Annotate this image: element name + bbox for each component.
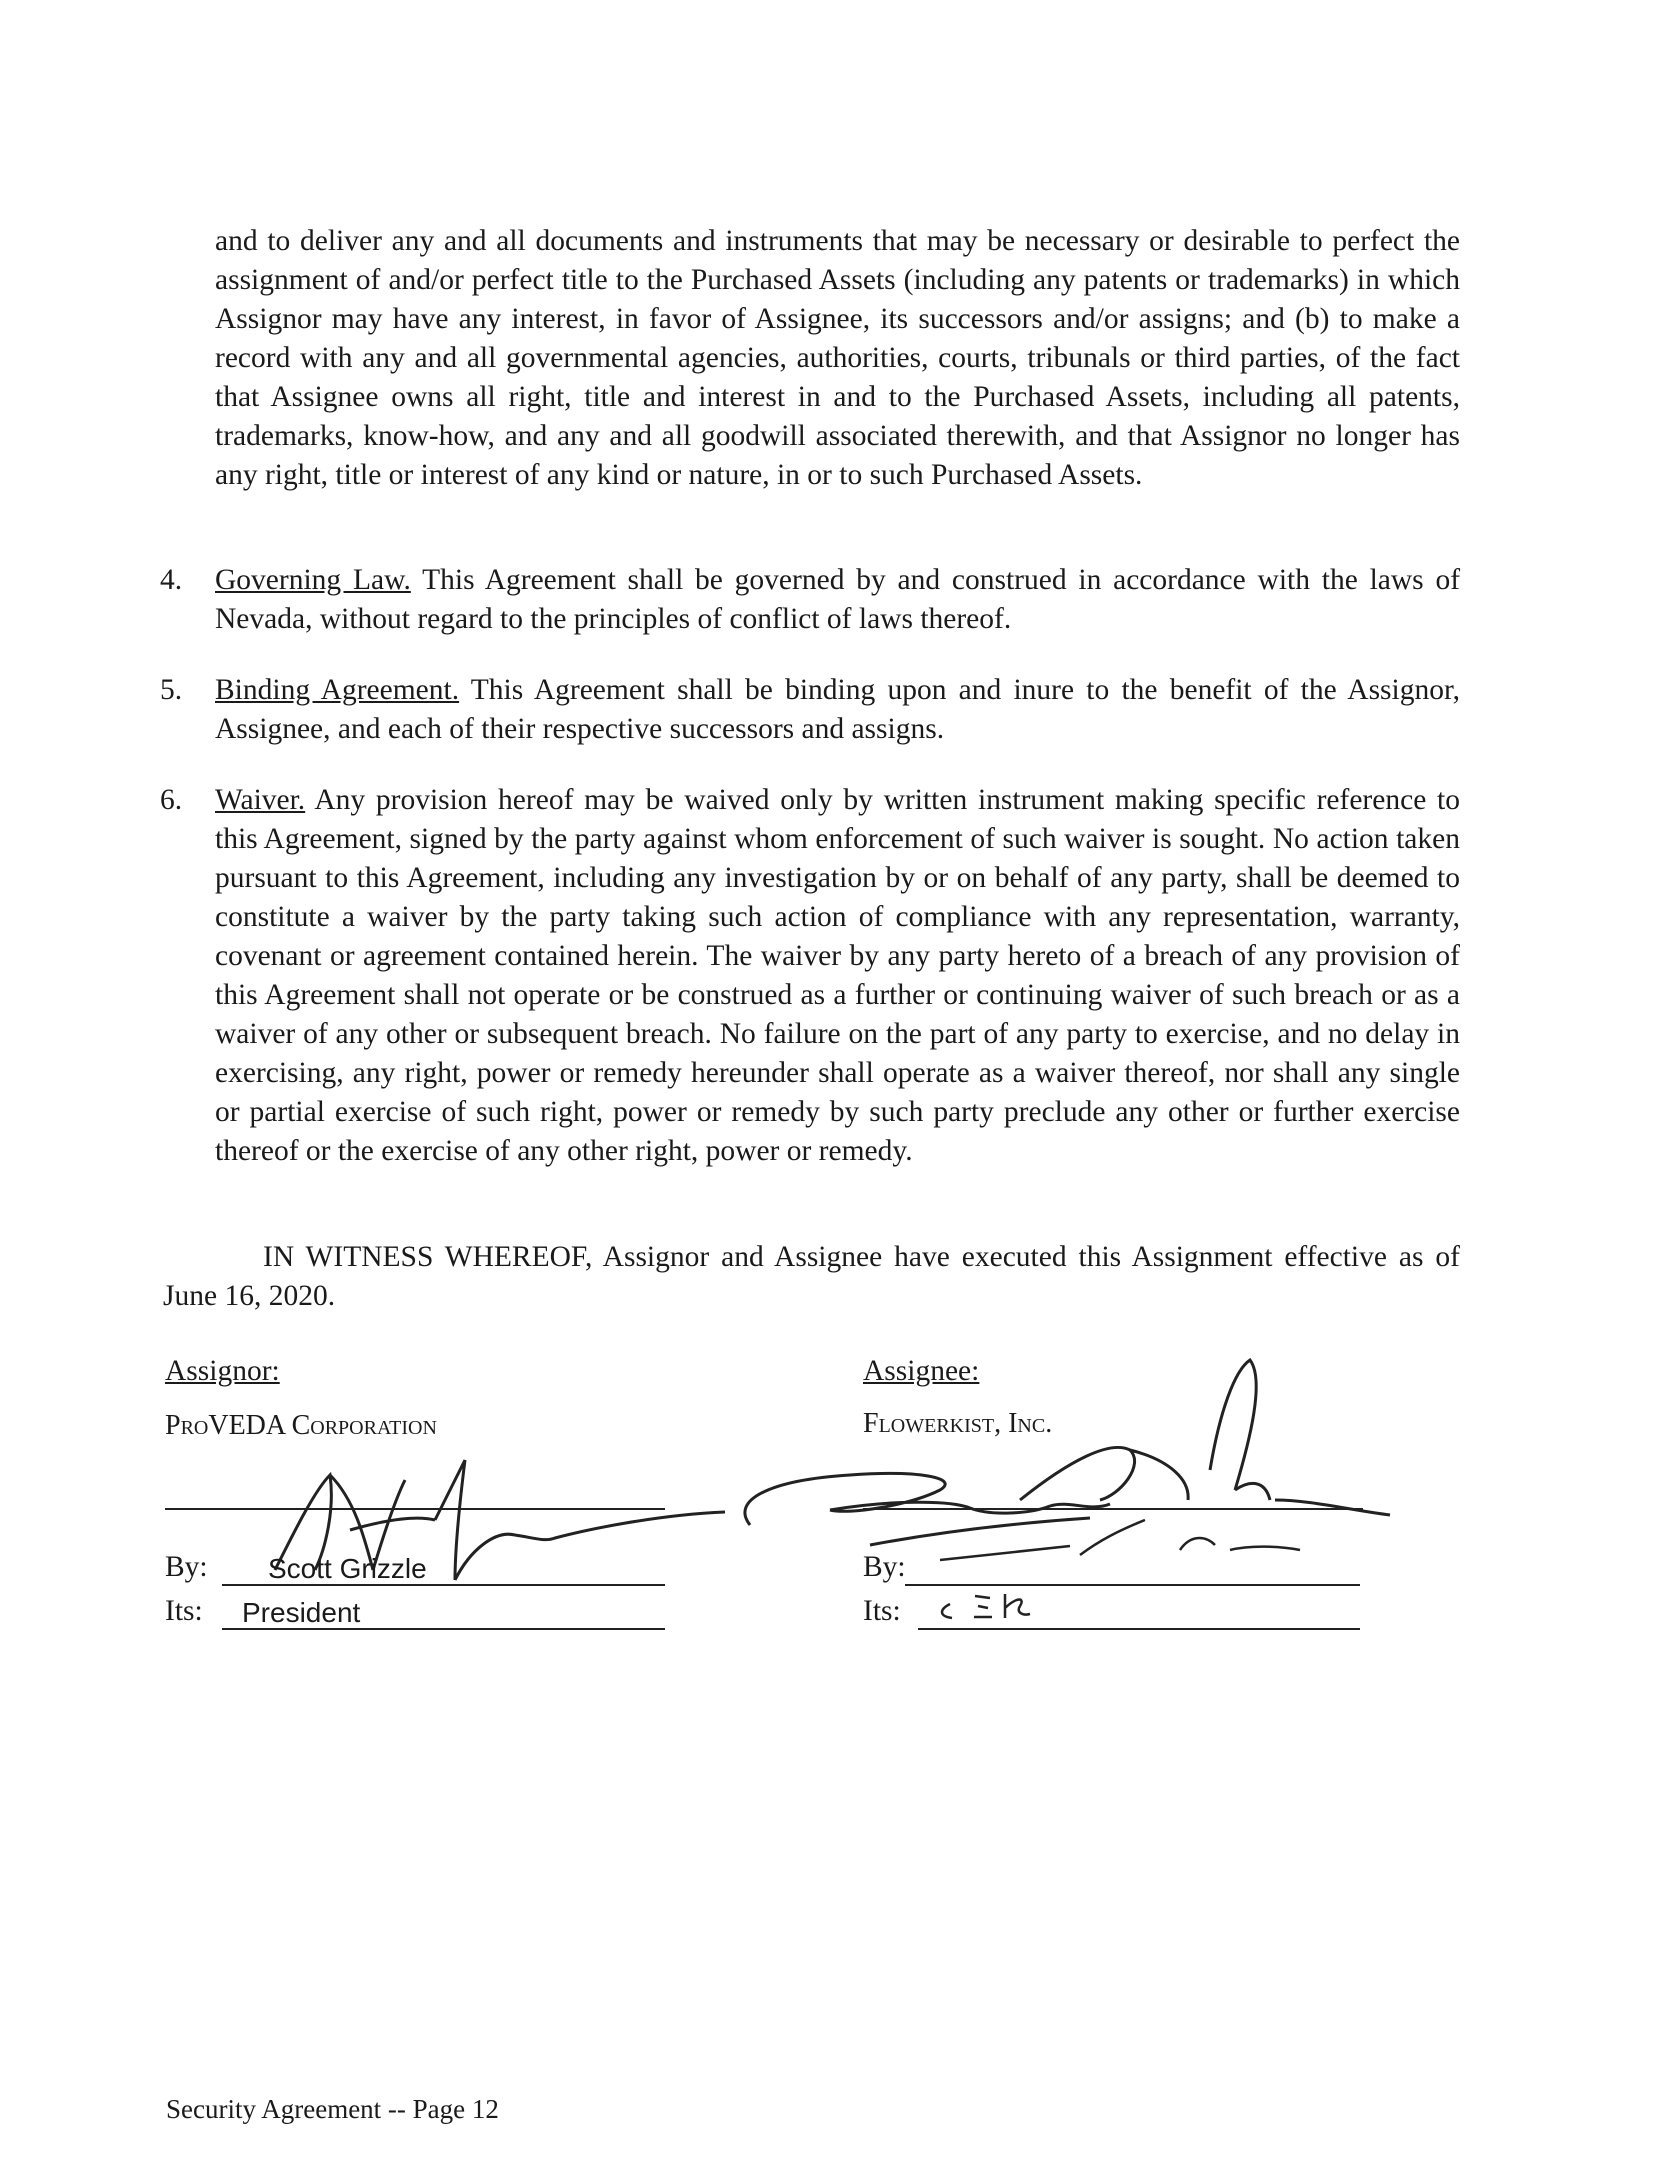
assignor-its-value: President [242,1597,361,1628]
assignee-its-line [918,1628,1360,1630]
section-text: This Agreement shall be binding upon and inure to the benefit of the Assignor, Assignee, and each of their respective successors and assigns. [215,674,1460,745]
section-text: This Agreement shall be governed by and construed in accordance with the laws of Nevada, without regard to the principles of conflict of laws thereof. [215,564,1461,635]
page-footer: Security Agreement -- Page 12 [166,2094,499,2124]
assignor-by-line [222,1584,665,1586]
assignor-its-line [222,1628,665,1630]
assignor-its-label: Its: [165,1595,203,1627]
assignor-label: Assignor: [165,1355,280,1387]
section-body [215,671,1460,749]
section-body [215,561,1460,639]
assignee-its-row [863,1592,901,1631]
section-body [215,781,1460,1171]
assignor-by-row [165,1548,208,1587]
witness-clause [163,1238,1460,1316]
section-heading: Governing Law. [215,564,411,596]
assignee-signature [690,1350,1410,1610]
assignor-its-row [165,1592,203,1631]
assignee-its-handwriting [930,1584,1070,1624]
witness-text: IN WITNESS WHEREOF, Assignor and Assignee have executed this Assignment effective as of June 16, 2020. [163,1241,1460,1312]
assignee-by-label: By: [863,1551,906,1583]
assignee-its-label: Its: [863,1595,901,1627]
assignee-by-row [863,1548,906,1587]
assignor-company: ProVEDA Corporation [165,1410,437,1441]
assignor-by-value: Scott Grizzle [268,1553,427,1584]
paragraph-continuation: and to deliver any and all documents and instruments that may be necessary or desirable to perfect the assignment of and/or perfect title to the Purchased Assets (including any patents or trademarks) in which Assignor may have any interest, in favor of Assignee, its successors and/or assigns; and (b) to make a record with any and all governmental agencies, authorities, courts, tribunals or third parties, of the fact that Assignee owns all right, title and interest in and to the Purchased Assets, including all patents, trademarks, know-how, and any and all goodwill associated therewith, and that Assignor no longer has any right, title or interest of any kind or nature, in or to such Purchased Assets. [215,225,1460,491]
assignee-company: Flowerkist, Inc. [863,1408,1053,1439]
section-text: Any provision hereof may be waived only by written instrument making specific reference to this Agreement, signed by the party against whom enforcement of such waiver is sought. No action taken pursuant to this Agreement, including any investigation by or on behalf of any party, shall be deemed to constitute a waiver by the party taking such action of compliance with any representation, warranty, covenant or agreement contained herein. The waiver by any party hereto of a breach of any provision of this Agreement shall not operate or be construed as a further or continuing waiver of such breach or as a waiver of any other or subsequent breach. No failure on the part of any party to exercise, and no delay in exercising, any right, power or remedy hereunder shall operate as a waiver thereof, nor shall any single or partial exercise of such right, power or remedy by such party preclude any other or further exercise thereof or the exercise of any other right, power or remedy. [215,784,1460,1167]
section-heading: Binding Agreement. [215,674,460,706]
section-number: 6. [160,784,183,816]
section-number: 5. [160,674,183,706]
section-heading: Waiver. [215,784,306,816]
assignee-label: Assignee: [863,1355,980,1387]
section-number: 4. [160,564,183,596]
assignor-by-label: By: [165,1551,208,1583]
